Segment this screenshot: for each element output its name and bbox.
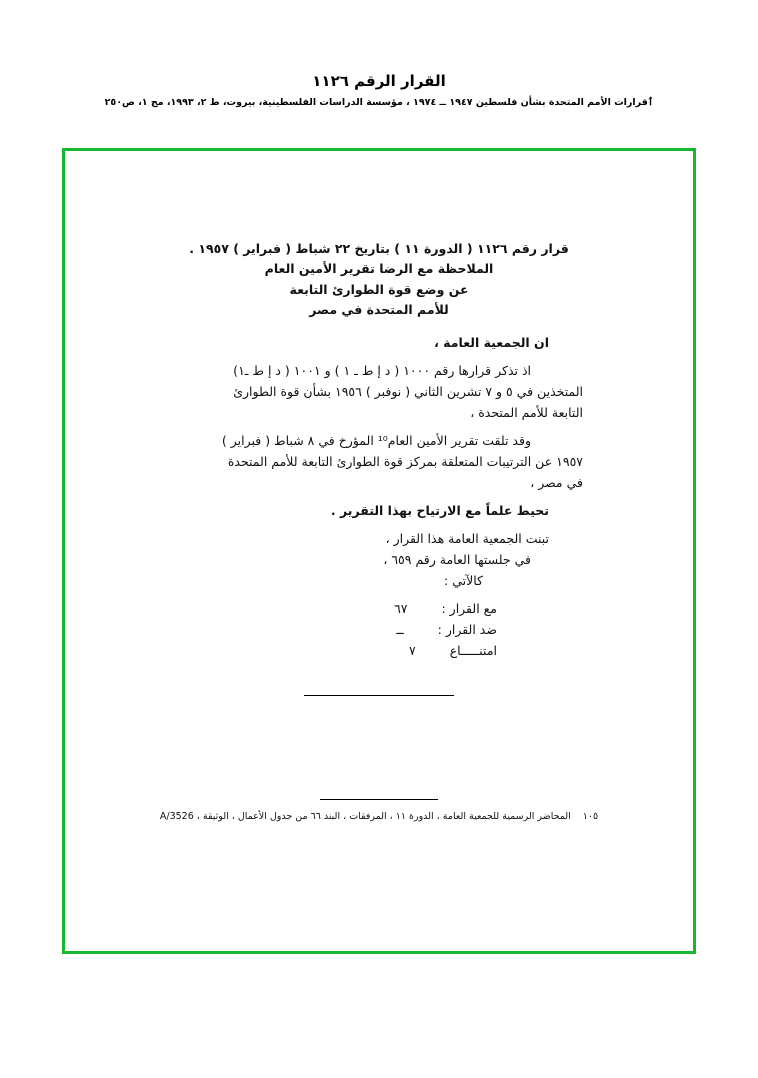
source-citation: ٲقرارات الأمم المتحدة بشأن فلسطين ١٩٤٧ ــ ١٩٧٤ ، مؤسسة الدراسات الفلسطينية، بيروت، ط ٢، ١٩٩٣، مج ١، ص٢٥٠: [104, 97, 654, 108]
vote-row-abstain: [157, 640, 497, 661]
scanned-page-frame: [62, 148, 696, 954]
footnote-divider: [320, 799, 438, 800]
document-header: [0, 72, 758, 109]
vote-against-value: ــ: [396, 622, 404, 637]
vote-row-against: [157, 619, 497, 640]
opening-clause: [157, 332, 601, 353]
vote-row-for: [157, 598, 497, 619]
resolution-title-line-3: عن وضع قوة الطوارئ التابعة: [289, 281, 469, 297]
vote-against-label: ضد القرار :: [437, 622, 497, 637]
preamble-paragraph-2: [157, 430, 601, 493]
section-divider: [304, 695, 454, 696]
preamble-2-line-3: في مصر ،: [530, 475, 583, 490]
operative-clause: [157, 500, 601, 521]
opening-clause-text: ان الجمعية العامة ،: [434, 335, 549, 350]
page-title: القرار الرقم ١١٢٦: [312, 72, 446, 90]
resolution-title-line-4: للأمم المتحدة في مصر: [309, 301, 449, 317]
resolution-title-line-2: الملاحظة مع الرضا تقرير الأمين العام: [264, 261, 494, 277]
preamble-1-line-2: المتخذين في ٥ و ٧ تشرين الثاني ( نوفبر ) ١٩٥٦ بشأن قوة الطوارئ: [233, 384, 583, 399]
resolution-title-line-1: قرار رقم ١١٢٦ ( الدورة ١١ ) بتاريخ ٢٢ شباط ( فبراير ) ١٩٥٧ .: [189, 241, 569, 256]
vote-abstain-label: امتنـــــاع: [449, 643, 497, 658]
footnote-number: ١٠٥: [582, 810, 599, 822]
preamble-1-line-1: اذ تذكر قرارها رقم ١٠٠٠ ( د إ ط ـ ١ ) و ١٠٠١ ( د إ ط ـ١): [233, 363, 531, 378]
preamble-paragraph-1: [157, 360, 601, 423]
footnote-text: المحاضر الرسمية للجمعية العامة ، الدورة ١١ ، المرفقات ، البند ٦٦ من جدول الأعمال ، الوثيقة ، A/3526: [159, 810, 571, 822]
vote-for-label: مع القرار :: [441, 601, 497, 616]
preamble-1-line-3: التابعة للأمم المتحدة ،: [470, 405, 583, 420]
preamble-2-line-1: وقد تلقت تقرير الأمين العام¹⁰ المؤرخ في ٨ شباط ( فبراير ): [221, 433, 531, 448]
footnote-block: [65, 799, 693, 825]
preamble-2-line-2: ١٩٥٧ عن الترتيبات المتعلقة بمركز قوة الطوارئ التابعة للأمم المتحدة: [227, 454, 583, 469]
adoption-line-1: تبنت الجمعية العامة هذا القرار ،: [385, 531, 549, 546]
operative-clause-text: تحيط علماً مع الارتياح بهذا التقرير .: [330, 503, 549, 518]
footnote-content: [143, 809, 615, 825]
vote-for-value: ٦٧: [394, 601, 408, 616]
resolution-body: [65, 239, 693, 696]
vote-tally: [157, 598, 601, 661]
resolution-title-block: [157, 239, 601, 320]
adoption-line-3: كالآتي :: [444, 573, 483, 588]
adoption-line-2: في جلستها العامة رقم ٦٥٩ ،: [383, 552, 531, 567]
adoption-note: [157, 528, 601, 591]
vote-abstain-value: ٧: [409, 643, 416, 658]
